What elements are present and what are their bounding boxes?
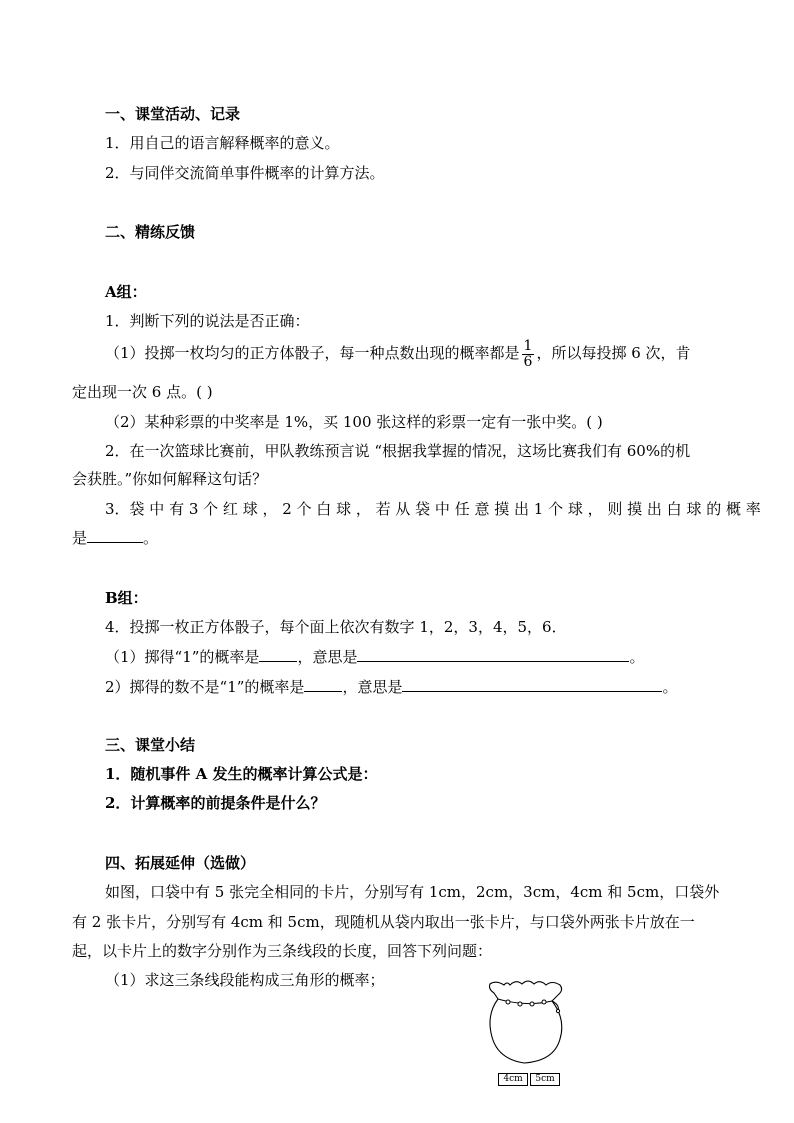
q4-2-pre: 2）掷得的数不是“1”的概率是 — [105, 678, 305, 696]
question-1-1 — [105, 338, 691, 370]
answer-blank[interactable] — [357, 647, 629, 662]
q1-1-text-post: ，所以每投掷 6 次，肯 — [536, 344, 691, 362]
question-4-1 — [105, 647, 644, 667]
fraction-denominator: 6 — [523, 353, 533, 370]
q3-post: 。 — [143, 529, 159, 547]
question-2-line-2: 会获胜。”你如何解释这句话？ — [72, 470, 268, 488]
s4-question-1: （1）求这三条线段能构成三角形的概率； — [105, 971, 385, 989]
q3-pre: 是 — [72, 529, 88, 547]
section-4-title: 四、拓展延伸（选做） — [105, 854, 256, 872]
question-4-2 — [105, 677, 677, 697]
question-1-2: （2）某种彩票的中奖率是 1%，买 100 张这样的彩票一定有一张中奖。( ) — [105, 413, 603, 431]
section-1-title: 一、课堂活动、记录 — [105, 105, 241, 123]
card-5cm: 5cm — [530, 1073, 560, 1086]
question-4: 4．投掷一枚正方体骰子，每个面上依次有数字 1，2，3，4，5，6． — [105, 618, 567, 636]
s1-item-1: 1．用自己的语言解释概率的意义。 — [105, 134, 340, 152]
group-b-label: B组： — [105, 589, 148, 607]
section-3-title: 三、课堂小结 — [105, 736, 196, 754]
q4-2-mid: ，意思是 — [342, 678, 403, 696]
answer-blank[interactable] — [87, 528, 143, 543]
group-a-label: A组： — [105, 283, 147, 301]
q1-1-text-pre: （1）投掷一枚均匀的正方体骰子，每一种点数出现的概率都是 — [105, 344, 520, 362]
s1-item-2: 2．与同伴交流简单事件概率的计算方法。 — [105, 164, 385, 182]
question-3-line-2 — [72, 528, 158, 548]
question-2-line-1: 2．在一次篮球比赛前，甲队教练预言说 “根据我掌握的情况，这场比赛我们有 60%的机 — [105, 442, 691, 460]
q4-1-mid: ，意思是 — [297, 648, 358, 666]
s3-item-2: 2．计算概率的前提条件是什么？ — [105, 794, 326, 812]
s4-paragraph-line-2: 有 2 张卡片，分别写有 4cm 和 5cm，现随机从袋内取出一张卡片，与口袋外两张卡片放在一 — [72, 913, 695, 931]
q4-1-end: 。 — [629, 648, 645, 666]
s3-item-1: 1．随机事件 A 发生的概率计算公式是： — [105, 765, 378, 783]
question-3-line-1: 3．袋 中 有 3 个 红 球 ， 2 个 白 球 ， 若 从 袋 中 任 意 摸 出 1 个 球 ， 则 摸 出 白 球 的 概 率 — [105, 500, 761, 518]
s4-paragraph-line-3: 起，以卡片上的数字分别作为三条线段的长度，回答下列问题： — [72, 942, 493, 960]
s4-paragraph-line-1: 如图，口袋中有 5 张完全相同的卡片，分别写有 1cm，2cm，3cm，4cm 和 5cm，口袋外 — [105, 883, 720, 901]
section-2-title: 二、精练反馈 — [105, 223, 196, 241]
q4-1-pre: （1）掷得“1”的概率是 — [105, 648, 260, 666]
bag-figure — [484, 975, 574, 1090]
answer-blank[interactable] — [304, 677, 342, 692]
answer-blank[interactable] — [402, 677, 662, 692]
question-1-1-cont: 定出现一次 6 点。( ) — [72, 383, 213, 401]
fraction-numerator: 1 — [523, 337, 533, 354]
q4-2-end: 。 — [662, 678, 678, 696]
fraction-one-sixth — [522, 339, 535, 370]
card-4cm: 4cm — [498, 1073, 528, 1086]
answer-blank[interactable] — [259, 647, 297, 662]
bag-illustration — [484, 975, 574, 1071]
question-1: 1．判断下列的说法是否正确： — [105, 312, 310, 330]
